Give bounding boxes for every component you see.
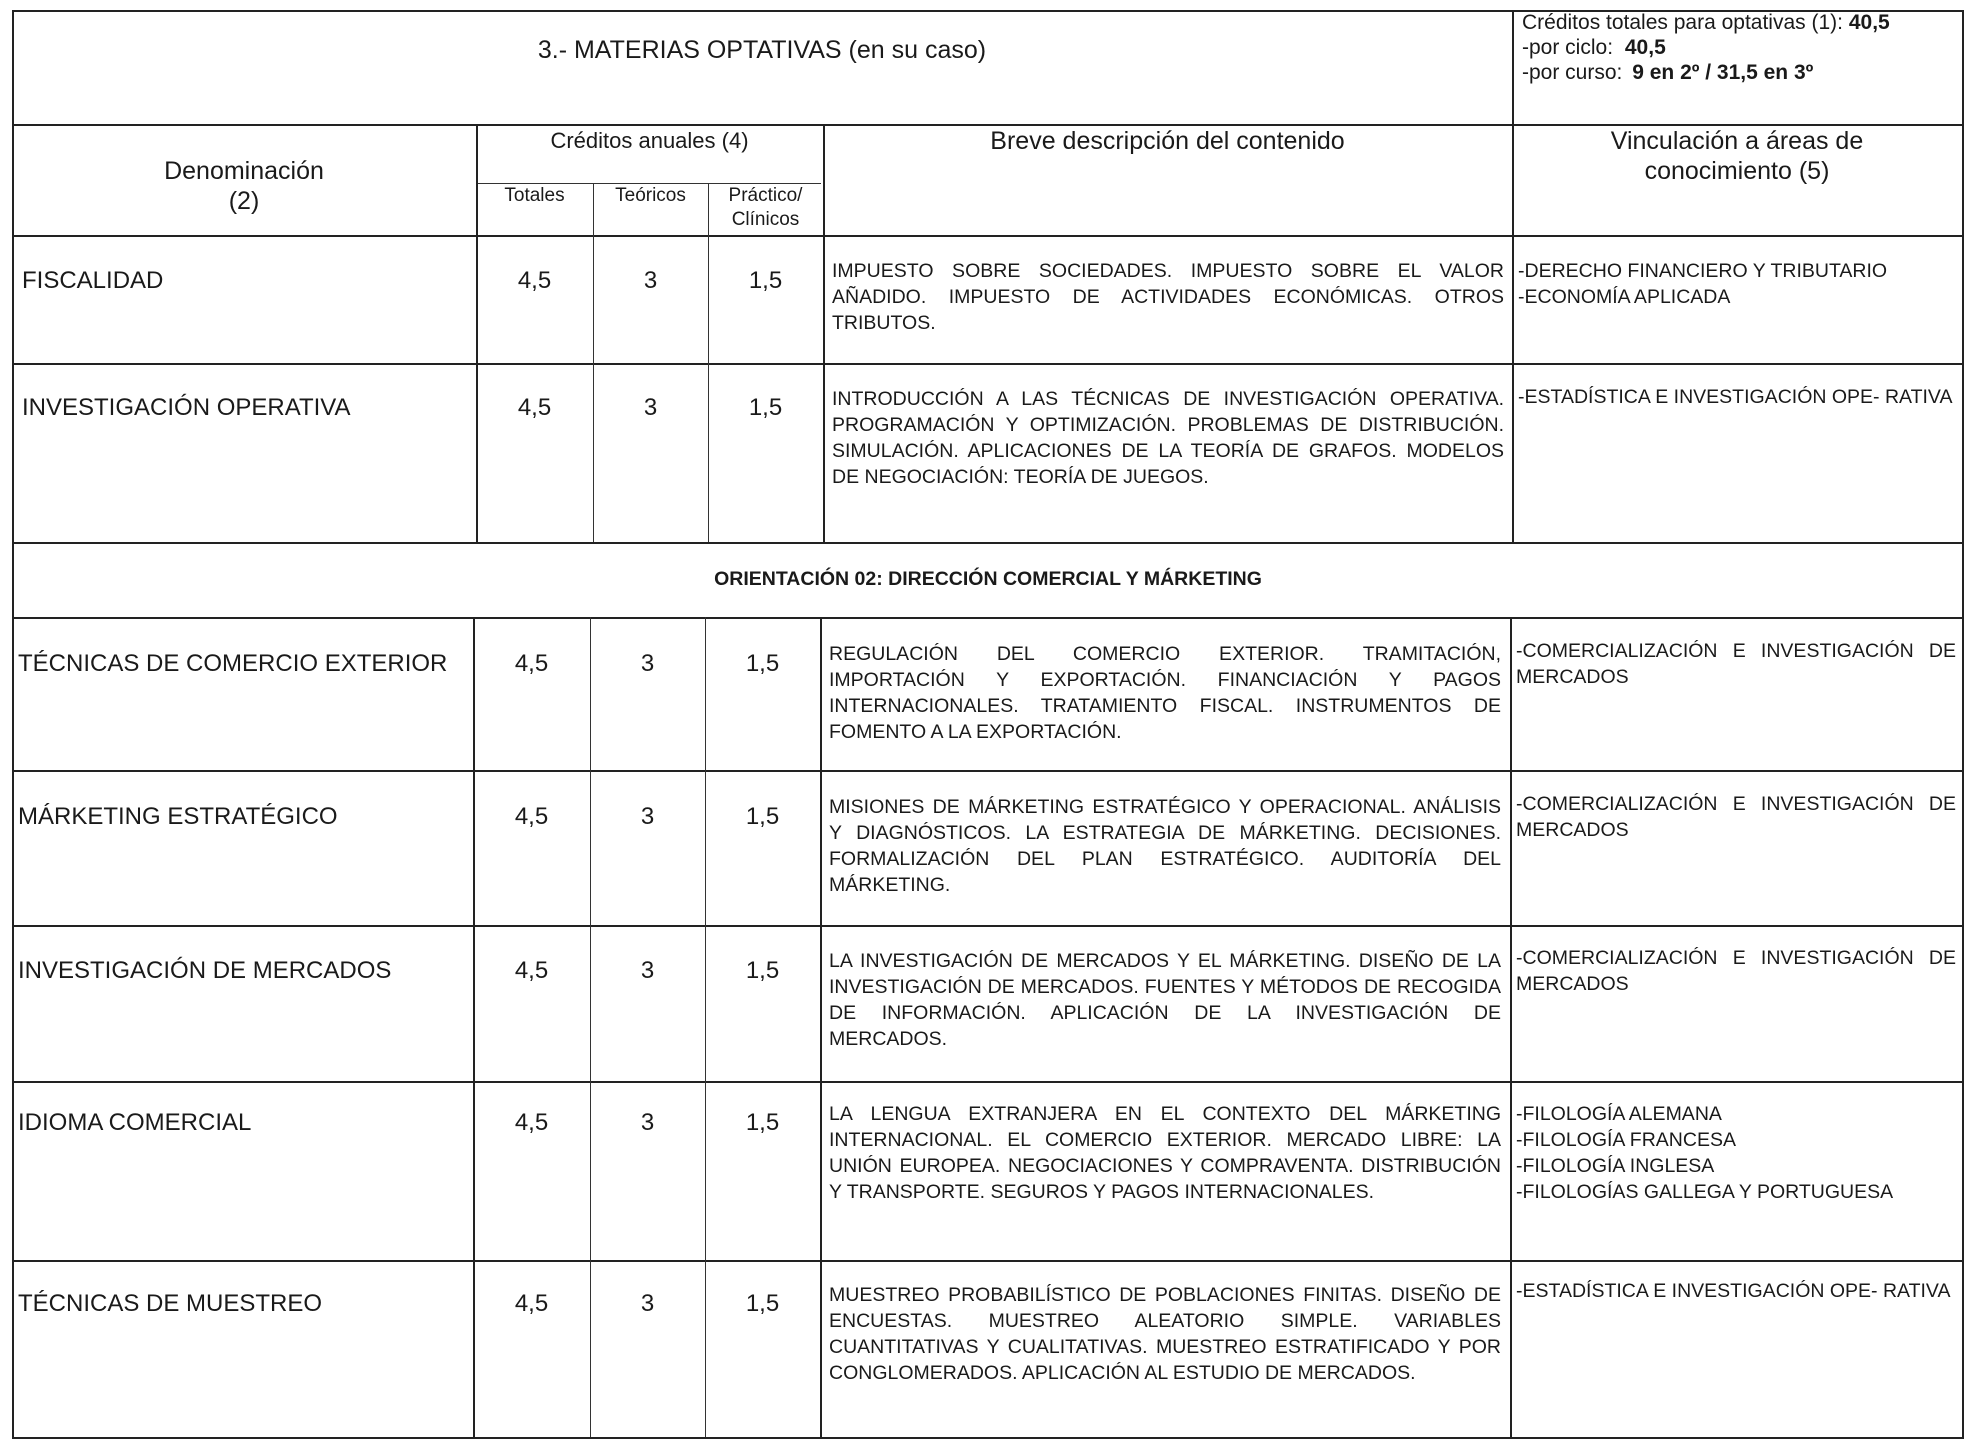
column-header-vinculacion — [1512, 126, 1962, 186]
orientation-heading: ORIENTACIÓN 02: DIRECCIÓN COMERCIAL Y MÁRKETING — [714, 568, 1262, 590]
column-header-teoricos: Teóricos — [615, 185, 686, 206]
credits-totales: 4,5 — [514, 1290, 549, 1317]
column-header-denominacion — [12, 156, 476, 216]
credits-totales: 4,5 — [514, 650, 549, 677]
per-cycle-value: 40,5 — [1624, 36, 1666, 59]
vinculacion-line1: Vinculación a áreas de — [1610, 127, 1864, 155]
credits-practicos: 1,5 — [745, 957, 780, 984]
credits-total-line — [1522, 10, 1962, 35]
denominacion-note: (2) — [228, 187, 260, 215]
per-cycle-line — [1522, 35, 1962, 60]
subject-description: IMPUESTO SOBRE SOCIEDADES. IMPUESTO SOBRE EL VALOR AÑADIDO. IMPUESTO DE ACTIVIDADES ECONÓMICAS. OTROS TRIBUTOS. — [832, 260, 1504, 334]
column-header-creditos: Créditos anuales (4) — [550, 128, 749, 153]
credits-totales: 4,5 — [517, 267, 552, 294]
credits-teoricos: 3 — [640, 1109, 655, 1136]
credits-totales: 4,5 — [514, 1109, 549, 1136]
area-item: -ECONOMÍA APLICADA — [1518, 286, 1731, 308]
credits-teoricos: 3 — [640, 650, 655, 677]
subject-name: TÉCNICAS DE MUESTREO — [18, 1290, 323, 1317]
credits-practicos: 1,5 — [748, 394, 783, 421]
credits-total-label: Créditos totales para optativas (1): — [1522, 11, 1843, 34]
credits-totales: 4,5 — [514, 803, 549, 830]
area-item: -DERECHO FINANCIERO Y TRIBUTARIO — [1518, 260, 1888, 282]
subject-description: LA INVESTIGACIÓN DE MERCADOS Y EL MÁRKETING. DISEÑO DE LA INVESTIGACIÓN DE MERCADOS. FUENTES Y MÉTODOS DE RECOGIDA DE INFORMACIÓN. APLICACIÓN DE LA INVESTIGACIÓN DE MERCADOS. — [829, 950, 1501, 1050]
credits-summary — [1522, 10, 1962, 85]
knowledge-areas: -ESTADÍSTICA E INVESTIGACIÓN OPE- RATIVA — [1516, 1280, 1951, 1302]
column-header-totales: Totales — [504, 185, 565, 206]
knowledge-areas: -COMERCIALIZACIÓN E INVESTIGACIÓN DE MERCADOS — [1516, 947, 1956, 995]
knowledge-areas: -ESTADÍSTICA E INVESTIGACIÓN OPE- RATIVA — [1518, 386, 1953, 408]
subject-name: INVESTIGACIÓN OPERATIVA — [22, 394, 351, 421]
practicos-line1: Práctico/ — [728, 185, 803, 206]
credits-total-value: 40,5 — [1848, 11, 1890, 34]
knowledge-areas — [1518, 258, 1958, 310]
area-item: -FILOLOGÍA INGLESA — [1516, 1155, 1715, 1177]
credits-practicos: 1,5 — [745, 1109, 780, 1136]
credits-teoricos: 3 — [643, 267, 658, 294]
subject-name: INVESTIGACIÓN DE MERCADOS — [18, 957, 392, 984]
column-header-practicos — [708, 184, 823, 232]
credits-teoricos: 3 — [640, 957, 655, 984]
knowledge-areas — [1516, 1101, 1956, 1205]
denominacion-label: Denominación — [164, 157, 324, 185]
credits-teoricos: 3 — [640, 1290, 655, 1317]
subject-name: TÉCNICAS DE COMERCIO EXTERIOR — [18, 650, 448, 677]
practicos-line2: Clínicos — [731, 209, 800, 230]
credits-totales: 4,5 — [514, 957, 549, 984]
credits-practicos: 1,5 — [745, 1290, 780, 1317]
credits-teoricos: 3 — [640, 803, 655, 830]
credits-totales: 4,5 — [517, 394, 552, 421]
page-title: 3.- MATERIAS OPTATIVAS (en su caso) — [537, 36, 987, 64]
knowledge-areas: -COMERCIALIZACIÓN E INVESTIGACIÓN DE MERCADOS — [1516, 640, 1956, 688]
subject-description: INTRODUCCIÓN A LAS TÉCNICAS DE INVESTIGACIÓN OPERATIVA. PROGRAMACIÓN Y OPTIMIZACIÓN. PROBLEMAS DE DISTRIBUCIÓN. SIMULACIÓN. APLICACIONES DE LA TEORÍA DE GRAFOS. MODELOS DE NEGOCIACIÓN: TEORÍA DE JUEGOS. — [832, 388, 1504, 488]
subject-description: MUESTREO PROBABILÍSTICO DE POBLACIONES FINITAS. DISEÑO DE ENCUESTAS. MUESTREO ALEATORIO SIMPLE. VARIABLES CUANTITATIVAS Y CUALITATIVAS. MUESTREO ESTRATIFICADO Y POR CONGLOMERADOS. APLICACIÓN AL ESTUDIO DE MERCADOS. — [829, 1284, 1501, 1384]
per-course-label: -por curso: — [1522, 61, 1623, 84]
per-cycle-label: -por ciclo: — [1522, 36, 1614, 59]
credits-teoricos: 3 — [643, 394, 658, 421]
per-course-value: 9 en 2º / 31,5 en 3º — [1632, 61, 1814, 84]
knowledge-areas: -COMERCIALIZACIÓN E INVESTIGACIÓN DE MERCADOS — [1516, 793, 1956, 841]
credits-practicos: 1,5 — [748, 267, 783, 294]
column-header-descripcion: Breve descripción del contenido — [990, 127, 1345, 155]
area-item: -FILOLOGÍAS GALLEGA Y PORTUGUESA — [1516, 1181, 1894, 1203]
subject-description: LA LENGUA EXTRANJERA EN EL CONTEXTO DEL MÁRKETING INTERNACIONAL. EL COMERCIO EXTERIOR. MERCADO LIBRE: LA UNIÓN EUROPEA. NEGOCIACIONES Y COMPRAVENTA. DISTRIBUCIÓN Y TRANSPORTE. SEGUROS Y PAGOS INTERNACIONALES. — [829, 1103, 1501, 1203]
vinculacion-line2: conocimiento (5) — [1644, 157, 1830, 185]
subject-description: REGULACIÓN DEL COMERCIO EXTERIOR. TRAMITACIÓN, IMPORTACIÓN Y EXPORTACIÓN. FINANCIACIÓN Y PAGOS INTERNACIONALES. TRATAMIENTO FISCAL. INSTRUMENTOS DE FOMENTO A LA EXPORTACIÓN. — [829, 643, 1501, 743]
per-course-line — [1522, 60, 1962, 85]
subject-name: FISCALIDAD — [22, 267, 164, 294]
subject-name: IDIOMA COMERCIAL — [18, 1109, 252, 1136]
area-item: -FILOLOGÍA ALEMANA — [1516, 1103, 1722, 1125]
subject-name: MÁRKETING ESTRATÉGICO — [18, 803, 338, 830]
credits-practicos: 1,5 — [745, 803, 780, 830]
subject-description: MISIONES DE MÁRKETING ESTRATÉGICO Y OPERACIONAL. ANÁLISIS Y DIAGNÓSTICOS. LA ESTRATEGIA DE MÁRKETING. DECISIONES. FORMALIZACIÓN DEL PLAN ESTRATÉGICO. AUDITORÍA DEL MÁRKETING. — [829, 796, 1501, 896]
area-item: -FILOLOGÍA FRANCESA — [1516, 1129, 1736, 1151]
credits-practicos: 1,5 — [745, 650, 780, 677]
